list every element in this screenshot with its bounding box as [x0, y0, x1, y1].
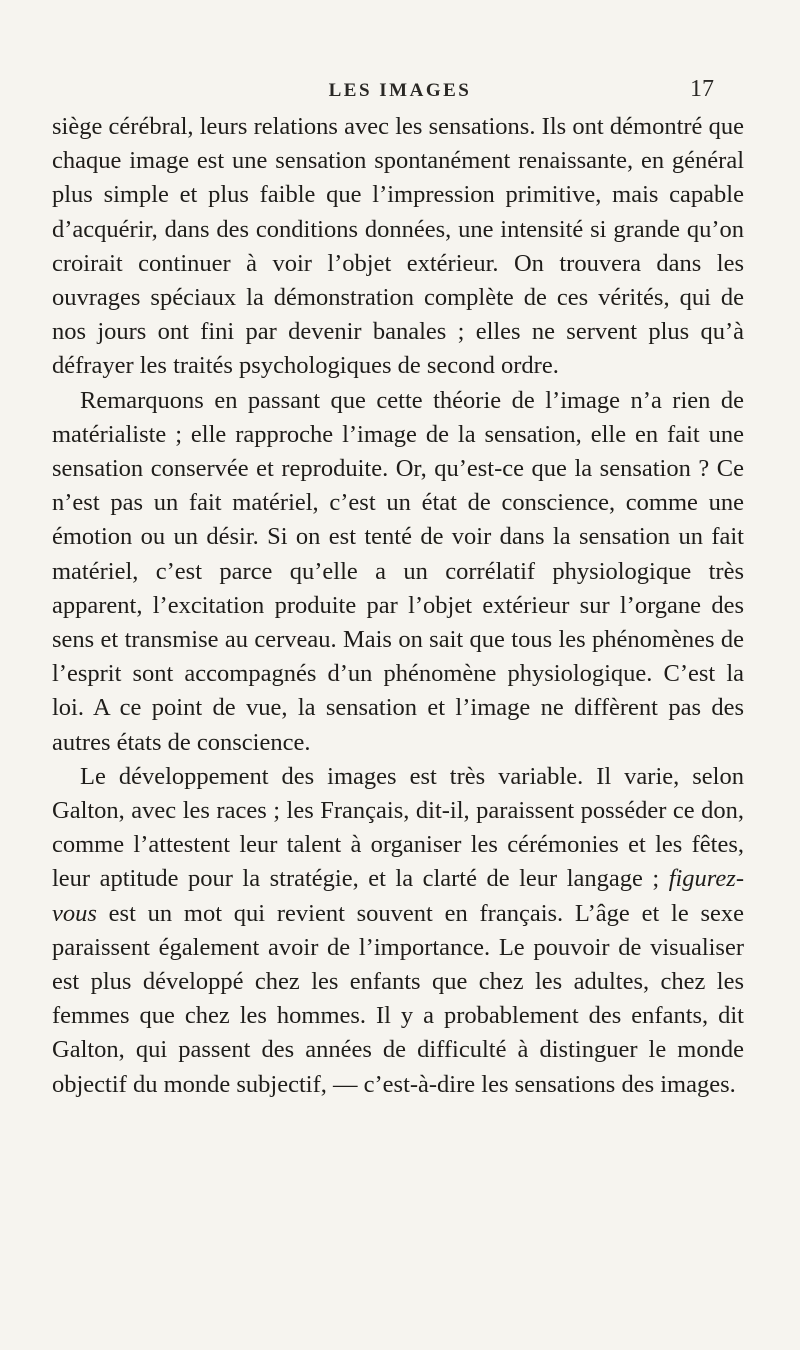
page-number: 17 [690, 76, 714, 102]
paragraph-3-text-end: est un mot qui revient souvent en français. L’âge et le sexe paraissent également avoir de l’importance. Le pouvoir de visualiser est plus développé chez les enfants que chez les adultes, chez les femmes que chez les hommes. Il y a probablement des enfants, dit Galton, qui passent des années de difficulté à distinguer le monde objectif du monde subjectif, — c’est-à-dire les sensations des images. [52, 899, 744, 1098]
paragraph-2: Remarquons en passant que cette théorie de l’image n’a rien de matérialiste ; elle rapproche l’image de la sensation, elle en fait une sensation conservée et reproduite. Or, qu’est-ce que la sensation ? Ce n’est pas un fait matériel, c’est un état de conscience, comme une émotion ou un désir. Si on est tenté de voir dans la sensation un fait matériel, c’est parce qu’elle a un corrélatif physiologique très apparent, l’excitation produite par l’objet extérieur sur l’organe des sens et transmise au cerveau. Mais on sait que tous les phénomènes de l’esprit sont accompagnés d’un phénomène physiologique. C’est la loi. A ce point de vue, la sensation et l’image ne diffèrent pas des autres états de conscience. [52, 386, 744, 756]
paragraph-3-text-start: Le développement des images est très variable. Il varie, selon Galton, avec les races ; les Français, dit-il, paraissent posséder ce don, comme l’attestent leur talent à organiser les cérémonies et les fêtes, leur aptitude pour la stratégie, et la clarté de leur langage ; [52, 762, 744, 893]
body-text [52, 110, 744, 1102]
paragraph-3 [52, 760, 744, 1102]
paragraph-1: siège cérébral, leurs relations avec les sensations. Ils ont démontré que chaque image est une sensation spontanément renaissante, en général plus simple et plus faible que l’impression primitive, mais capable d’acquérir, dans des conditions données, une intensité si grande qu’on croirait continuer à voir l’objet extérieur. On trouvera dans les ouvrages spéciaux la démonstration complète de ces vérités, qui de nos jours ont fini par devenir banales ; elles ne servent plus qu’à défrayer les traités psychologiques de second ordre. [52, 113, 744, 380]
emphasized-phrase: figurez-vous [52, 865, 744, 927]
page-header [0, 76, 800, 106]
running-title: LES IMAGES [328, 80, 472, 101]
